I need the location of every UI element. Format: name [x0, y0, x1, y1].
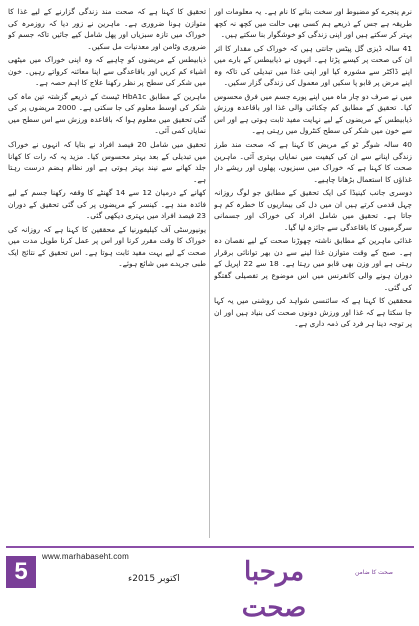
paragraph: محققین کا کہنا ہے کہ سائنسی شواہد کی روشنی میں یہ کہا جا سکتا ہے کہ غذا اور ورزش دونوں صحت کی بنیاد ہیں اور ان پر توجہ دینا ہر فرد کی ذمہ داری ہے۔: [214, 296, 412, 329]
paragraph: کھانے کے درمیان 12 سے 14 گھنٹے کا وقفہ رکھنا جسم کے لیے فائدہ مند ہے۔ کینسر کے مریضوں پر کی گئی تحقیق کے دوران 23 فیصد افراد میں بہتری دیکھی گئی۔: [8, 188, 206, 221]
website-link[interactable]: www.marhabaseht.com: [42, 552, 129, 561]
magazine-logo: مرحبا صحت: [241, 557, 307, 623]
magazine-tagline: صحت کا ضامن: [354, 569, 394, 576]
paragraph: تحقیق کا کہنا ہے کہ صحت مند زندگی گزارنے کے لیے غذا کا متوازن ہونا ضروری ہے۔ ماہرین نے زور دیا کہ روزمرہ کی خوراک میں تازہ سبزیاں اور پھل شامل کیے جائیں تاکہ جسم کو ضروری وٹامن اور معدنیات مل سکیں۔: [8, 7, 206, 51]
paragraph: دوسری جانب کینیڈا کی ایک تحقیق کے مطابق جو لوگ روزانہ چہل قدمی کرتے ہیں ان میں دل کی بیماریوں کا خطرہ کم ہو جاتا ہے۔ تحقیق میں شامل افراد کی خوراک اور جسمانی سرگرمیوں کا باقاعدگی سے جائزہ لیا گیا۔: [214, 188, 412, 232]
footer-rule: [6, 546, 414, 548]
page-footer: [0, 546, 419, 623]
paragraph: یونیورسٹی آف کیلیفورنیا کے محققین کا کہنا ہے کہ روزانہ کی خوراک کا وقت مقرر کرنا اور اس پر عمل کرنا طویل مدت میں صحت کے لیے بہت مفید ثابت ہوتا ہے۔ اس تحقیق کے نتائج ایک طبی جریدے میں شائع ہوئے۔: [8, 224, 206, 269]
column-divider: [209, 8, 210, 538]
paragraph: ذیابیطس کے مریضوں کو چاہیے کہ وہ اپنی خوراک میں میٹھی اشیاء کم کریں اور باقاعدگی سے اپنا معائنہ کرواتے رہیں۔ خون میں شکر کی سطح پر نظر رکھنا علاج کا اہم حصہ ہے۔: [8, 55, 206, 88]
paragraph: میں نے صرف دو چار ماہ میں اپنے پورے جسم میں فرق محسوس کیا۔ تحقیق کے مطابق کم چکنائی والی غذا اور باقاعدہ ورزش ذیابیطس کے مریضوں کے لیے نہایت مفید ثابت ہوتی ہے اور اس سے خون میں شکر کی سطح کنٹرول میں رہتی ہے۔: [214, 91, 412, 136]
article-column-left: [8, 6, 206, 542]
issue-date: اکتوبر 2015ء: [128, 574, 180, 584]
paragraph: 40 سالہ شوگر ٹو کے مریض کا کہنا ہے کہ صحت مند طرز زندگی اپنانے سے ان کی کیفیت میں نمایاں بہتری آئی۔ ماہرین صحت کا کہنا ہے کہ خوراک میں سبزیوں، پھلوں اور ریشے دار غذاؤں کا استعمال بڑھانا چاہیے۔: [214, 140, 412, 184]
page-number: 5: [6, 556, 36, 588]
paragraph: تحقیق میں شامل 20 فیصد افراد نے بتایا کہ انہوں نے خوراک میں تبدیلی کے بعد بہتر محسوس کیا۔ مزید یہ کہ رات کا کھانا جلد کھانے سے نیند بہتر ہوتی ہے اور نظام ہضم درست رہتا ہے۔: [8, 140, 206, 184]
paragraph: غذائی ماہرین کے مطابق ناشتہ چھوڑنا صحت کے لیے نقصان دہ ہے۔ صبح کے وقت متوازن غذا لینے سے دن بھر توانائی برقرار رہتی ہے اور وزن بھی قابو میں رہتا ہے۔ 18 سے 22 اپریل کے دوران ہونے والی کانفرنس میں اس موضوع پر تفصیلی گفتگو کی گئی۔: [214, 236, 412, 292]
paragraph: نرم پنجرے کو مضبوط اور سخت بنانے کا نام ہے۔ یہ معلومات اور طریقہ ہے جس کے ذریعے ہم کسی بھی حالت میں کچھ نہ کچھ بہتر کر سکتے ہیں اور اپنی زندگی کو خوشگوار بنا سکتے ہیں۔: [214, 7, 412, 40]
paragraph: 41 سالہ ڈیزی گل پیٹس جانتی ہیں کہ خوراک کی مقدار کا اثر ان کی صحت پر کیسے پڑتا ہے۔ انہوں نے ذیابیطس کے بارے میں اپنے ڈاکٹر سے مشورہ کیا اور اپنی غذا میں تبدیلی کی تاکہ وہ اپنے مرض پر قابو پا سکیں اور معمول کی زندگی گزار سکیں۔: [214, 43, 412, 88]
paragraph: ماہرین کے مطابق HbA1c ٹیسٹ کے ذریعے گزشتہ تین ماہ کی شکر کی اوسط معلوم کی جا سکتی ہے۔ 2000 مریضوں پر کی گئی تحقیق میں معلوم ہوا کہ باقاعدہ ورزش سے اس سطح میں نمایاں کمی آئی۔: [8, 91, 206, 136]
article-column-right: [214, 6, 412, 542]
